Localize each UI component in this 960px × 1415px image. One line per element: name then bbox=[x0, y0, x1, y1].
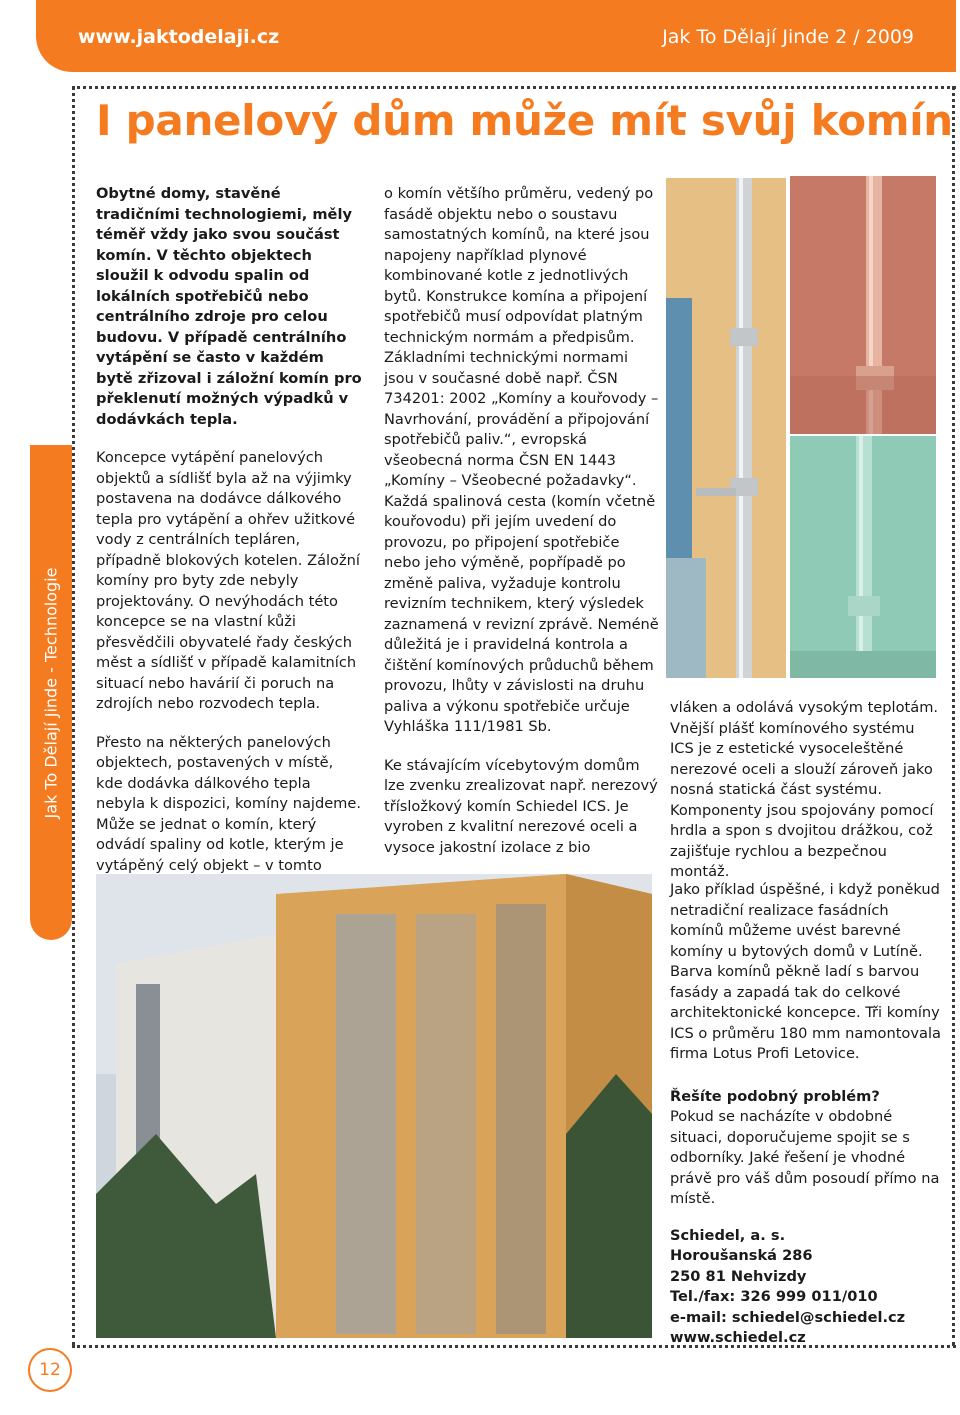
apartment-building-photo bbox=[96, 874, 652, 1338]
contact-web[interactable]: www.schiedel.cz bbox=[670, 1329, 806, 1346]
lead-paragraph: Obytné domy, stavěné tradičními technologiemi, měly téměř vždy jako svou součást komín. V těchto objektech sloužil k odvodu spalin od lokálních spotřebičů nebo centrálního zdroje pro celou budovu. V případě centrálního vytápění se často v každém bytě zřizoval i záložní komín pro překlenutí možných výpadků v dodávkách tepla. bbox=[96, 185, 362, 428]
contact-phone: Tel./fax: 326 999 011/010 bbox=[670, 1288, 878, 1305]
dotted-border-right bbox=[952, 86, 955, 1346]
chimney-photo-red bbox=[790, 176, 936, 434]
dotted-border-top bbox=[72, 86, 956, 89]
contact-street: Horoušanská 286 bbox=[670, 1247, 813, 1264]
column-2 bbox=[384, 184, 660, 876]
contact-block bbox=[670, 1226, 942, 1349]
chimney-photo-beige bbox=[666, 178, 786, 678]
column-4 bbox=[670, 880, 942, 1349]
chimney-photo-green bbox=[790, 436, 936, 678]
article-title: I panelový dům může mít svůj komín bbox=[96, 96, 953, 145]
contact-city: 250 81 Nehvizdy bbox=[670, 1267, 807, 1285]
paragraph: o komín většího průměru, vedený po fasádě objektu nebo o soustavu samostatných komínů, na které jsou napojeny například plynové kombinované kotle z jednotlivých bytů. Konstrukce komína a připojení spotřebičů musí odpovídat platným technickým normám a předpisům. Základními technickými normami jsou v současné době např. ČSN 734201: 2002 „Komíny a kouřovody – Navrhování, provádění a připojování spotřebičů paliv.“, evropská všeobecná norma ČSN EN 1443 „Komíny – Všeobecné požadavky“. Každá spalinová cesta (komín včetně kouřovodu) při jejím uvedení do provozu, po připojení spotřebiče nebo jeho výměně, popřípadě po změně paliva, vyžaduje kontrolu revizním technikem, který výsledek zaznamená v revizní zprávě. Neméně důležitá je i pravidelná kontrola a čištění komínových průduchů během provozu, lhůty v závislosti na druhu paliva a výkonu spotřebiče určuje Vyhláška 111/1981 Sb. bbox=[384, 185, 659, 735]
page-number: 12 bbox=[28, 1348, 72, 1392]
paragraph: Jako příklad úspěšné, i když poněkud netradiční realizace fasádních komínů můžeme uvést barevné komíny u bytových domů v Lutíně. Barva komínů pěkně ladí s barvou fasády a zapadá tak do celkové architektonické koncepce. Tři komíny ICS o průměru 180 mm namontovala firma Lotus Profi Letovice. bbox=[670, 881, 941, 1062]
website-link[interactable]: www.jaktodelaji.cz bbox=[78, 26, 280, 48]
issue-label: Jak To Dělají Jinde 2 / 2009 bbox=[662, 26, 914, 48]
paragraph: Ke stávajícím vícebytovým domům lze zvenku zrealizovat např. nerezový třísložkový komín Schiedel ICS. Je vyroben z kvalitní nerezové oceli a vysoce jakostní izolace z bio bbox=[384, 756, 658, 856]
column-1 bbox=[96, 184, 364, 915]
header-bar bbox=[0, 0, 960, 78]
paragraph: vláken a odolává vysokým teplotám. Vnější plášť komínového systému ICS je z estetické vysoceleštěné nerezové oceli a slouží zároveň jako nosná statická část systému. Komponenty jsou spojovány pomocí hrdla a spon s dvojitou drážkou, což zajišťuje rychlou a bezpečnou montáž. bbox=[670, 699, 939, 880]
question-heading: Řešíte podobný problém? bbox=[670, 1087, 880, 1105]
contact-company: Schiedel, a. s. bbox=[670, 1226, 786, 1244]
paragraph: Koncepce vytápění panelových objektů a sídlišť byla až na výjimky postavena na dodávce dálkového tepla pro vytápění a ohřev užitkové vody z centrálních tepláren, případně blokových kotelen. Záložní komíny pro byty zde nebyly projektovány. O nevýhodách této koncepce se na vlastní kůži přesvědčili obyvatelé řady českých měst a sídlišť v případě kalamitních situací nebo havárií či poruch na zdrojích nebo rozvodech tepla. bbox=[96, 449, 360, 712]
contact-email[interactable]: e-mail: schiedel@schiedel.cz bbox=[670, 1308, 906, 1326]
section-label: Jak To Dělají Jinde - Technologie bbox=[41, 567, 61, 818]
dotted-border-left bbox=[72, 86, 75, 1346]
column-3 bbox=[670, 698, 942, 901]
paragraph: Pokud se nacházíte v obdobné situaci, doporučujeme spojit se s odborníky. Jaké řešení je vhodné právě pro váš dům posoudí přímo na místě. bbox=[670, 1108, 940, 1207]
section-sidebar bbox=[30, 445, 72, 940]
paragraph: Přesto na některých panelových objektech, postavených v místě, kde dodávka dálkového tepla nebyla k dispozici, komíny najdeme. Může se jednat o komín, který odvádí spaliny od kotle, kterým je vytápěný celý objekt – v tomto bbox=[96, 733, 362, 874]
